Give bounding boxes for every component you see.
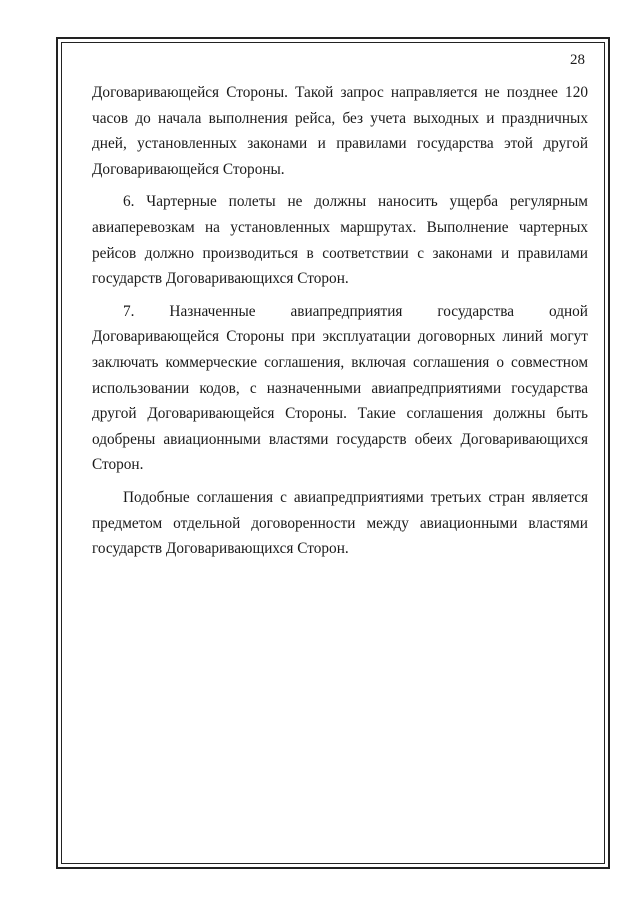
- paragraph-third-countries: Подобные соглашения с авиапредприятиями третьих стран является предметом отдельной договоренности между авиационными властями государств Договаривающихся Сторон.: [92, 488, 588, 558]
- paragraph-item-7-body: Договаривающейся Стороны при эксплуатации договорных линий могут заключать коммерческие соглашения, включая соглашения о совместном использовании кодов, с назначенными авиапредприятиями государства другой Договаривающейся Стороны. Такие соглашения должны быть одобрены авиационными властями государств обеих Договаривающихся Сторон.: [92, 328, 588, 474]
- page-number: 28: [570, 52, 585, 68]
- paragraph-continuation: Договаривающейся Стороны. Такой запрос направляется не позднее 120 часов до начала выполнения рейса, без учета выходных и праздничных дней, установленных законами и правилами государства этой другой Договаривающейся Стороны.: [92, 84, 588, 178]
- paragraph-item-6: 6. Чартерные полеты не должны наносить ущерба регулярным авиаперевозкам на установленных маршрутах. Выполнение чартерных рейсов должно производиться в соответствии с законами и правилами государств Договаривающихся Сторон.: [92, 193, 588, 288]
- document-body: [92, 80, 588, 562]
- paragraph-item-7-first-line: 7. Назначенные авиапредприятия государства одной: [123, 302, 588, 320]
